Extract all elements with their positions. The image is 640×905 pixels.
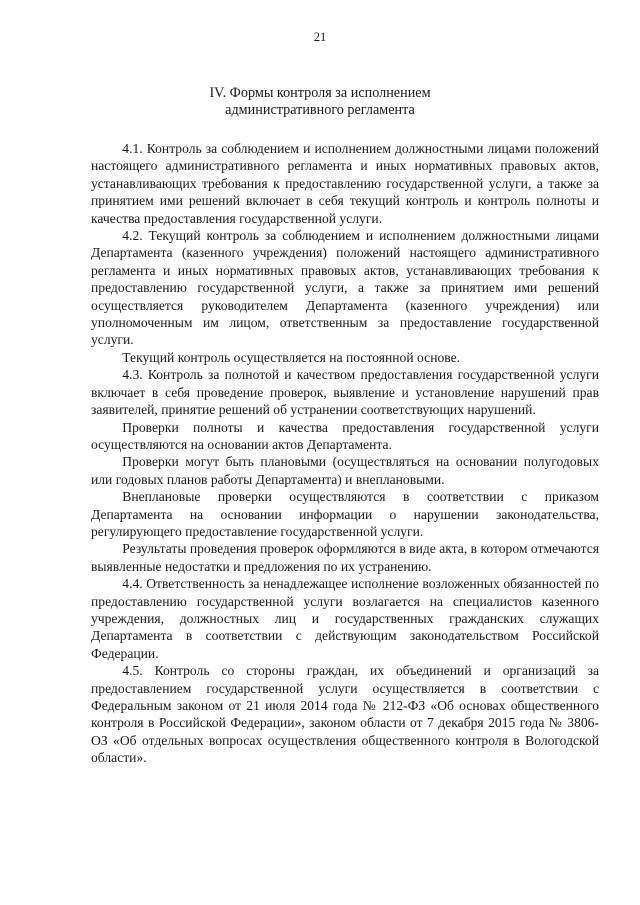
paragraph-4-3: 4.3. Контроль за полнотой и качеством предоставления государственной услуги включает в себя проведение проверок, выявление и установление нарушений прав заявителей, принятие решений об устранении соответствующих нарушений. (91, 367, 599, 418)
document-body (91, 140, 599, 767)
paragraph-4-1: 4.1. Контроль за соблюдением и исполнением должностными лицами положений настоящего административного регламента и иных нормативных правовых актов, устанавливающих требования к предоставлению государственной услуги, а также за принятием ими решений включает в себя текущий контроль и контроль полноты и качества предоставления государственной услуги. (91, 141, 599, 226)
page-number: 21 (313, 30, 327, 44)
section-heading-line-2: административного регламента (225, 102, 415, 118)
paragraph-4-2: 4.2. Текущий контроль за соблюдением и исполнением должностными лицами Департамента (казенного учреждения) положений настоящего административного регламента и иных нормативных правовых актов, устанавливающих требования к предоставлению государственной услуги, а также за принятием ими решений осуществляется руководителем Департамента (казенного учреждения) или уполномоченным им лицом, ответственным за предоставление государственной услуги. (91, 228, 599, 348)
paragraph-inspections-types: Проверки могут быть плановыми (осуществляться на основании полугодовых или годовых планов работы Департамента) и внеплановыми. (91, 454, 599, 487)
section-heading (0, 85, 640, 119)
paragraph-4-5: 4.5. Контроль со стороны граждан, их объединений и организаций за предоставлением государственной услуги осуществляется в соответствии с Федеральным законом от 21 июля 2014 года № 212-ФЗ «Об основах общественного контроля в Российской Федерации», законом области от 7 декабря 2015 года № 3806-ОЗ «Об отдельных вопросах осуществления общественного контроля в Вологодской области». (91, 663, 599, 766)
paragraph-current-control: Текущий контроль осуществляется на постоянной основе. (122, 349, 461, 365)
paragraph-inspections-basis: Проверки полноты и качества предоставления государственной услуги осуществляются на основании актов Департамента. (91, 419, 599, 452)
paragraph-4-4: 4.4. Ответственность за ненадлежащее исполнение возложенных обязанностей по предоставлению государственной услуги возлагается на специалистов казенного учреждения, должностных лиц и государственных гражданских служащих Департамента в соответствии с действующим законодательством Российской Федерации. (91, 576, 599, 661)
paragraph-inspection-results: Результаты проведения проверок оформляются в виде акта, в котором отмечаются выявленные недостатки и предложения по их устранению. (91, 541, 599, 574)
section-heading-line-1: IV. Формы контроля за исполнением (209, 85, 431, 101)
paragraph-unscheduled-inspections: Внеплановые проверки осуществляются в соответствии с приказом Департамента на основании информации о нарушении законодательства, регулирующего предоставление государственной услуги. (91, 489, 599, 539)
